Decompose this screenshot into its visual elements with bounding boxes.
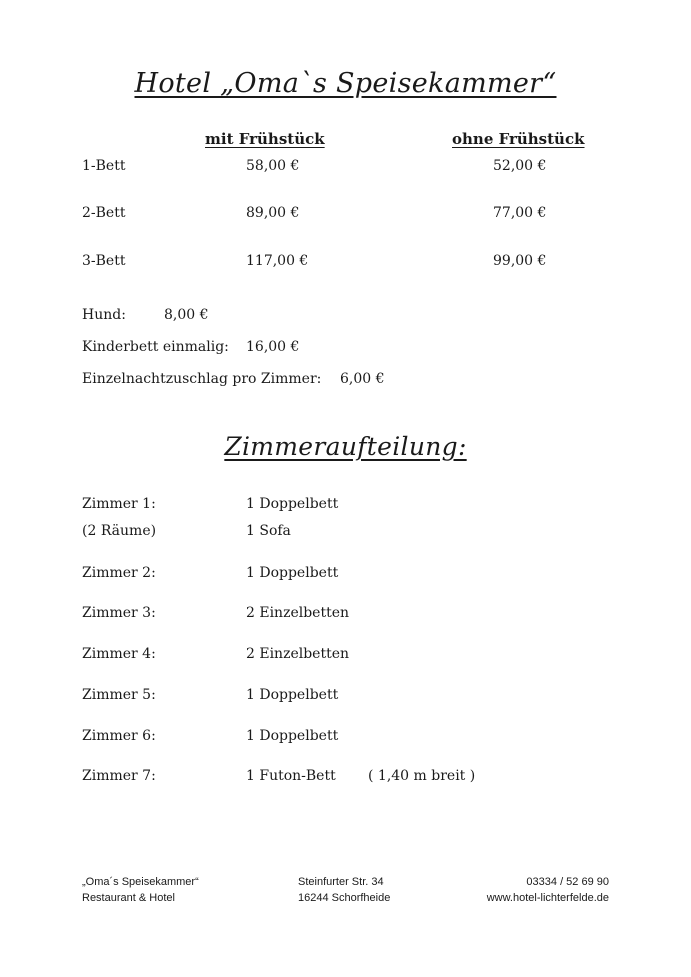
dog-price: 8,00 € [164, 307, 209, 323]
footer-city: 16244 Schorfheide [298, 892, 391, 904]
footer-street: Steinfurter Str. 34 [298, 876, 384, 888]
column-header-with-breakfast: mit Frühstück [205, 130, 325, 148]
room-beds: 1 Sofa [246, 523, 291, 539]
room-beds: 1 Doppelbett [246, 728, 339, 744]
room-beds: 1 Futon-Bett [246, 768, 336, 784]
room-beds: 2 Einzelbetten [246, 646, 350, 662]
price-row-label: 1-Bett [82, 158, 126, 174]
column-header-without-breakfast: ohne Frühstück [452, 130, 585, 148]
room-beds: 1 Doppelbett [246, 496, 339, 512]
price-without-breakfast: 99,00 € [493, 253, 547, 269]
price-row-label: 2-Bett [82, 205, 126, 221]
room-name: Zimmer 1: [82, 496, 156, 512]
room-name: Zimmer 4: [82, 646, 156, 662]
price-with-breakfast: 117,00 € [246, 253, 309, 269]
room-beds: 1 Doppelbett [246, 687, 339, 703]
page-title: Hotel „Oma`s Speisekammer“ [134, 68, 557, 99]
price-row-label: 3-Bett [82, 253, 126, 269]
cot-label: Kinderbett einmalig: [82, 339, 229, 355]
room-name: Zimmer 6: [82, 728, 156, 744]
room-name: Zimmer 7: [82, 768, 156, 784]
cot-price: 16,00 € [246, 339, 300, 355]
single-night-label: Einzelnachtzuschlag pro Zimmer: [82, 371, 322, 387]
room-beds: 1 Doppelbett [246, 565, 339, 581]
dog-label: Hund: [82, 307, 126, 323]
room-name: (2 Räume) [82, 523, 157, 539]
price-with-breakfast: 58,00 € [246, 158, 300, 174]
footer-name: „Oma´s Speisekammer“ [82, 876, 199, 888]
footer-subtitle: Restaurant & Hotel [82, 892, 175, 904]
footer-website[interactable]: www.hotel-lichterfelde.de [486, 892, 609, 904]
room-name: Zimmer 2: [82, 565, 156, 581]
room-beds: 2 Einzelbetten [246, 605, 350, 621]
footer-phone: 03334 / 52 69 90 [526, 876, 609, 888]
room-name: Zimmer 5: [82, 687, 156, 703]
price-with-breakfast: 89,00 € [246, 205, 300, 221]
price-without-breakfast: 52,00 € [493, 158, 547, 174]
single-night-price: 6,00 € [340, 371, 385, 387]
room-name: Zimmer 3: [82, 605, 156, 621]
rooms-title: Zimmeraufteilung: [224, 432, 467, 461]
room-note: ( 1,40 m breit ) [368, 768, 476, 784]
price-without-breakfast: 77,00 € [493, 205, 547, 221]
